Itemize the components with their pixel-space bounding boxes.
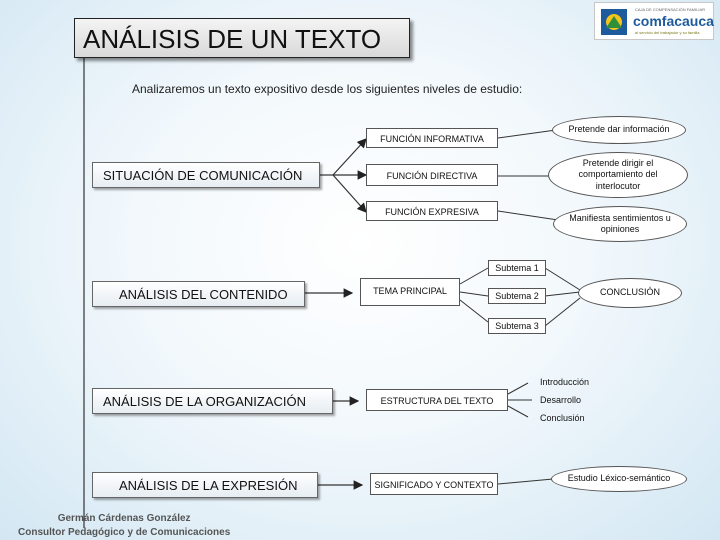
- desc-expresiva: Manifiesta sentimientos u opiniones: [553, 206, 687, 242]
- level-analisis-organizacion: ANÁLISIS DE LA ORGANIZACIÓN: [92, 388, 333, 414]
- logo-top-text: CAJA DE COMPENSACIÓN FAMILIAR: [635, 7, 706, 12]
- parte-introduccion: Introducción: [540, 377, 590, 387]
- funcion-directiva: FUNCIÓN DIRECTIVA: [366, 164, 498, 186]
- subtema-1: Subtema 1: [488, 260, 546, 276]
- significado-contexto: SIGNIFICADO Y CONTEXTO: [370, 473, 498, 495]
- intro-text: Analizaremos un texto expositivo desde los siguientes niveles de estudio:: [132, 82, 523, 96]
- parte-conclusion: Conclusión: [540, 413, 585, 423]
- level-analisis-contenido: ANÁLISIS DEL CONTENIDO: [92, 281, 305, 307]
- level-analisis-expresion: ANÁLISIS DE LA EXPRESIÓN: [92, 472, 318, 498]
- conclusion-node: CONCLUSIÓN: [578, 278, 682, 308]
- footer-credit: [18, 512, 230, 540]
- footer-name: Germán Cárdenas González: [57, 513, 191, 524]
- funcion-expresiva: FUNCIÓN EXPRESIVA: [366, 201, 498, 221]
- footer-role: Consultor Pedagógico y de Comunicaciones: [18, 527, 231, 538]
- logo-brand: comfacauca: [633, 13, 714, 29]
- page-title: ANÁLISIS DE UN TEXTO: [74, 18, 410, 58]
- subtema-3: Subtema 3: [488, 318, 546, 334]
- parte-desarrollo: Desarrollo: [540, 395, 582, 405]
- funcion-informativa: FUNCIÓN INFORMATIVA: [366, 128, 498, 148]
- estructura-texto: ESTRUCTURA DEL TEXTO: [366, 389, 508, 411]
- subtema-2: Subtema 2: [488, 288, 546, 304]
- estudio-lexico-semantico: Estudio Léxico-semántico: [551, 466, 687, 492]
- desc-informativa: Pretende dar información: [552, 116, 686, 144]
- level-situacion-comunicacion: SITUACIÓN DE COMUNICACIÓN: [92, 162, 320, 188]
- logo-emblem-icon: [600, 8, 628, 36]
- comfacauca-logo: [594, 2, 714, 40]
- desc-directiva: Pretende dirigir el comportamiento del interlocutor: [548, 152, 688, 198]
- tema-principal: TEMA PRINCIPAL: [360, 278, 460, 306]
- logo-tagline: al servicio del trabajador y su familia: [635, 30, 700, 35]
